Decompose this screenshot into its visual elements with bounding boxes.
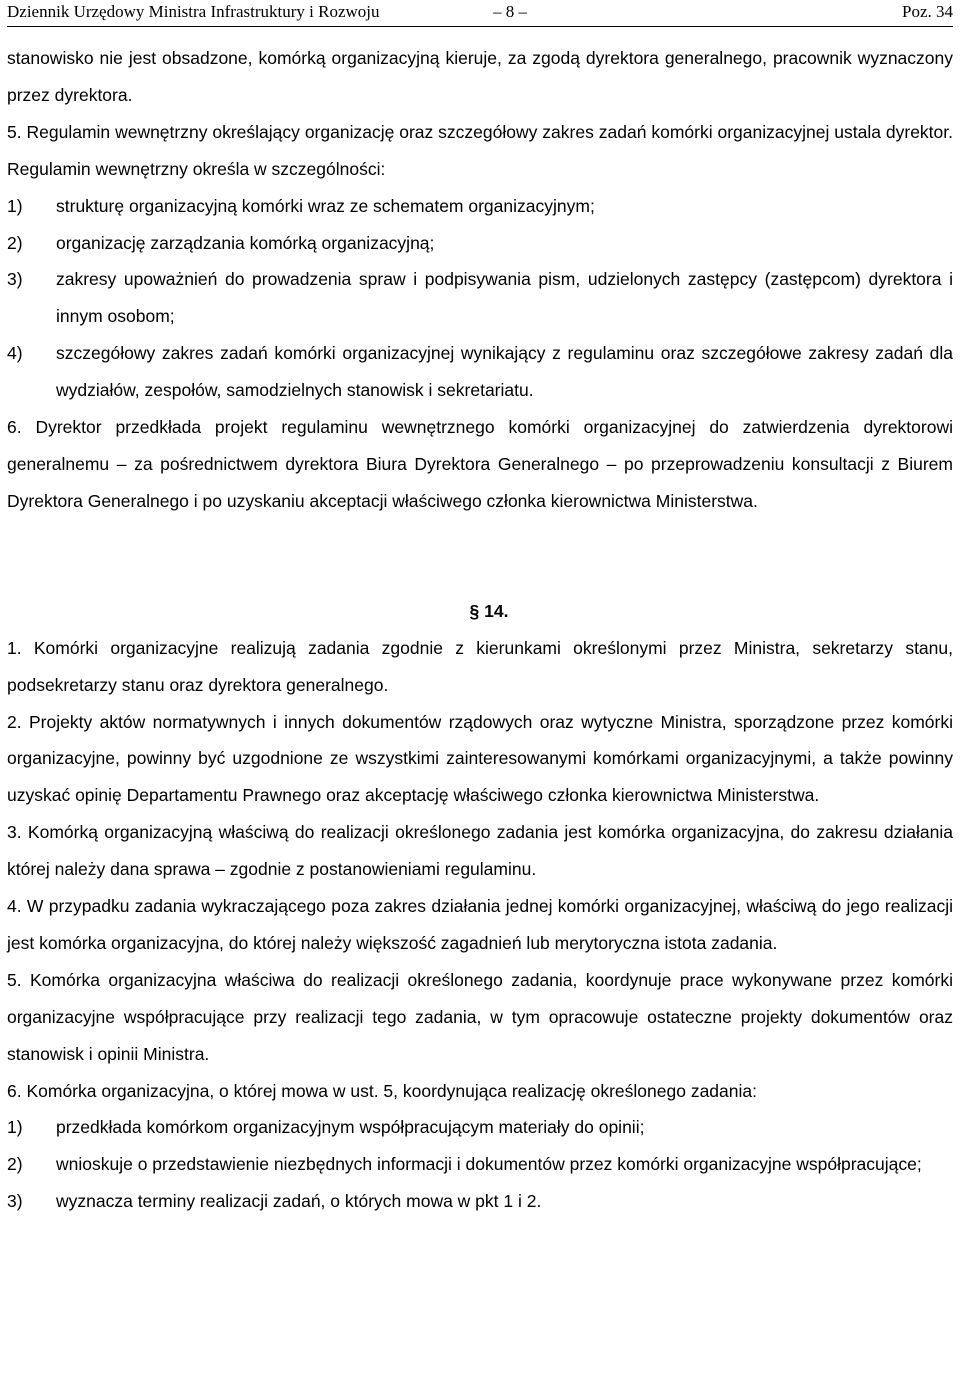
section-14-paragraph-5: 5. Komórka organizacyjna właściwa do realizacji określonego zadania, koordynuje prace wykonywane przez komórki organizacyjne współpracujące przy realizacji tego zadania, w tym opracowuje ostateczne projekty dokumentów oraz stanowisk i opinii Ministra. (7, 969, 953, 1064)
list-item (7, 1146, 953, 1183)
page-header (7, 0, 953, 27)
section-14-paragraph-3: 3. Komórką organizacyjną właściwą do realizacji określonego zadania jest komórka organizacyjna, do zakresu działania której należy dana sprawa – zgodnie z postanowieniami regulaminu. (7, 822, 953, 880)
list-item-number: 2) (7, 232, 23, 253)
section-14-paragraph-6: 6. Komórka organizacyjna, o której mowa w ust. 5, koordynująca realizację określonego zadania: (7, 1080, 757, 1101)
continued-paragraph: stanowisko nie jest obsadzone, komórką organizacyjną kieruje, za zgodą dyrektora generalnego, pracownik wyznaczony przez dyrektora. (7, 48, 953, 105)
list-item-number: 3) (7, 1191, 23, 1212)
list-item (7, 188, 953, 225)
list-item (7, 1109, 953, 1146)
position-number: Poz. 34 (902, 2, 953, 21)
list-para-5 (7, 188, 953, 409)
list-item-text: wyznacza terminy realizacji zadań, o których mowa w pkt 1 i 2. (56, 1191, 542, 1212)
section-heading: § 14. (469, 600, 509, 621)
list-item (7, 225, 953, 262)
list-item-text: zakresy upoważnień do prowadzenia spraw i podpisywania pism, udzielonych zastępcy (zastępcom) dyrektora i innym osobom; (56, 269, 953, 327)
list-item-text: organizację zarządzania komórką organizacyjną; (56, 232, 435, 253)
list-item-number: 4) (7, 343, 23, 364)
list-item (7, 1183, 953, 1220)
document-body (7, 40, 953, 1220)
list-item-number: 2) (7, 1154, 23, 1175)
list-item (7, 261, 953, 335)
list-item-number: 1) (7, 1117, 23, 1138)
journal-title: Dziennik Urzędowy Ministra Infrastruktury i Rozwoju (7, 2, 380, 21)
list-item-text: szczegółowy zakres zadań komórki organizacyjnej wynikający z regulaminu oraz szczegółowe zakresy zadań dla wydziałów, zespołów, samodzielnych stanowisk i sekretariatu. (56, 343, 953, 401)
list-item-number: 3) (7, 269, 23, 290)
section-14-paragraph-2: 2. Projekty aktów normatywnych i innych dokumentów rządowych oraz wytyczne Ministra, sporządzone przez komórki organizacyjne, powinny być uzgodnione ze wszystkimi zainteresowanymi komórkami organizacyjnymi, a także powinny uzyskać opinię Departamentu Prawnego oraz akceptację właściwego członka kierownictwa Ministerstwa. (7, 711, 953, 806)
list-item-text: wnioskuje o przedstawienie niezbędnych informacji i dokumentów przez komórki organizacyjne współpracujące; (56, 1154, 922, 1175)
section-14-paragraph-1: 1. Komórki organizacyjne realizują zadania zgodnie z kierunkami określonymi przez Ministra, sekretarzy stanu, podsekretarzy stanu oraz dyrektora generalnego. (7, 637, 953, 695)
paragraph-5: 5. Regulamin wewnętrzny określający organizację oraz szczegółowy zakres zadań komórki organizacyjnej ustala dyrektor. Regulamin wewnętrzny określa w szczególności: (7, 121, 953, 179)
list-item-text: strukturę organizacyjną komórki wraz ze schematem organizacyjnym; (56, 195, 595, 216)
list-item-text: przedkłada komórkom organizacyjnym współpracującym materiały do opinii; (56, 1117, 645, 1138)
list-item-number: 1) (7, 195, 23, 216)
paragraph-6: 6. Dyrektor przedkłada projekt regulaminu wewnętrznego komórki organizacyjnej do zatwierdzenia dyrektorowi generalnemu – za pośrednictwem dyrektora Biura Dyrektora Generalnego – po przeprowadzeniu konsultacji z Biurem Dyrektora Generalnego i po uzyskaniu akceptacji właściwego członka kierownictwa Ministerstwa. (7, 417, 953, 511)
list-item (7, 335, 953, 409)
list-section-14-para-6 (7, 1109, 953, 1220)
section-14-paragraph-4: 4. W przypadku zadania wykraczającego poza zakres działania jednej komórki organizacyjnej, właściwą do jego realizacji jest komórka organizacyjna, do której należy większość zagadnień lub merytoryczna istota zadania. (7, 896, 953, 953)
page-number: – 8 – (493, 2, 527, 21)
